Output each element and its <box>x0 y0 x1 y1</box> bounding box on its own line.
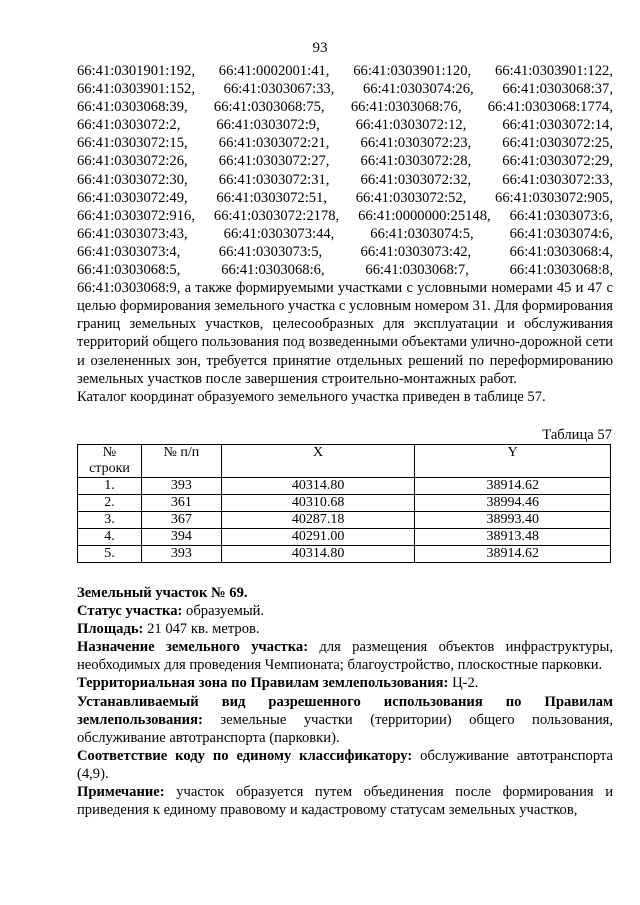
cadastral-number: 66:41:0303901:152, <box>77 81 195 98</box>
cadastral-number: 66:41:0303068:4, <box>509 243 613 260</box>
cadastral-number: 66:41:0303068:5, <box>77 262 181 279</box>
header-point-number: № п/п <box>141 445 221 478</box>
cell-row-number: 4. <box>78 529 142 546</box>
note-value: участок образуется путем объединения после формирования и приведения к единому правовому и кадастровому статусам земельных участков, <box>77 784 613 819</box>
zone-value: Ц-2. <box>452 675 479 692</box>
parcel-description <box>77 584 613 819</box>
status-value: образуемый. <box>186 603 265 620</box>
cadastral-number: 66:41:0303072:32, <box>360 171 472 188</box>
cell-point-number: 367 <box>141 512 221 529</box>
cadastral-number: 66:41:0303072:49, <box>77 189 188 206</box>
classifier-label: Соответствие коду по единому классификатору: <box>77 747 413 764</box>
cell-row-number: 3. <box>78 512 142 529</box>
table-row <box>78 478 611 495</box>
cadastral-number: 66:41:0000000:25148, <box>358 207 491 224</box>
parcel-title: Земельный участок № 69. <box>77 585 248 601</box>
table-body <box>78 478 611 563</box>
cell-y: 38993.40 <box>415 512 611 529</box>
cadastral-number: 66:41:0303072:2, <box>77 117 181 134</box>
table-row <box>78 495 611 512</box>
area-label: Площадь: <box>77 621 144 638</box>
cadastral-row <box>77 207 613 225</box>
cell-point-number: 394 <box>141 529 221 546</box>
cadastral-number: 66:41:0303072:12, <box>355 117 467 134</box>
cell-x: 40314.80 <box>221 546 415 563</box>
cadastral-number: 66:41:0301901:192, <box>77 63 195 79</box>
cell-y: 38914.62 <box>415 478 611 495</box>
cadastral-number-list <box>77 62 613 406</box>
cell-y: 38994.46 <box>415 495 611 512</box>
cadastral-number: 66:41:0303072:905, <box>495 189 613 206</box>
classifier-value: обслуживание автотранспорта (4,9). <box>77 747 613 782</box>
cadastral-row <box>77 243 613 261</box>
cadastral-number: 66:41:0303901:120, <box>353 63 472 79</box>
cadastral-number: 66:41:0303073:44, <box>223 225 335 242</box>
cadastral-row <box>77 261 613 279</box>
header-y: Y <box>415 445 611 478</box>
cadastral-number: 66:41:0303072:23, <box>360 135 472 152</box>
cadastral-number: 66:41:0303072:33, <box>502 171 613 188</box>
use-value: земельные участки (территории) общего пользования, обслуживание автотранспорта (парковки). <box>77 711 614 746</box>
table-header-row <box>78 445 611 478</box>
status-label: Статус участка: <box>77 603 183 620</box>
cell-y: 38914.62 <box>415 546 611 563</box>
cadastral-number: 66:41:0303072:52, <box>355 189 467 206</box>
cadastral-row <box>77 62 613 80</box>
header-row-number: № строки <box>78 445 142 478</box>
table-row <box>78 512 611 529</box>
cadastral-number: 66:41:0303072:51, <box>216 189 328 206</box>
cell-y: 38913.48 <box>415 529 611 546</box>
cell-point-number: 393 <box>141 478 221 495</box>
table-caption: Таблица 57 <box>542 427 612 443</box>
cadastral-number: 66:41:0303068:37, <box>502 81 613 98</box>
cadastral-number: 66:41:0303072:28, <box>360 153 472 170</box>
cadastral-number: 66:41:0303072:14, <box>502 117 613 134</box>
page-number: 93 <box>312 40 328 56</box>
cell-x: 40310.68 <box>221 495 415 512</box>
purpose-value: для размещения объектов инфраструктуры, необходимых для проведения Чемпионата; благоустройство, плоскостные парковки. <box>77 639 613 674</box>
note-label: Примечание: <box>77 784 165 801</box>
cadastral-number: 66:41:0303068:75, <box>213 99 325 116</box>
cadastral-number: 66:41:0303072:26, <box>77 153 188 170</box>
cell-row-number: 5. <box>78 546 142 563</box>
cadastral-number: 66:41:0303072:29, <box>502 153 613 170</box>
cadastral-number: 66:41:0002001:41, <box>218 63 330 79</box>
cadastral-number: 66:41:0303073:42, <box>360 243 472 260</box>
cadastral-number: 66:41:0303068:7, <box>365 262 469 279</box>
cadastral-number: 66:41:0303073:43, <box>77 225 188 242</box>
cadastral-number: 66:41:0303067:33, <box>223 81 335 98</box>
cadastral-number: 66:41:0303068:8, <box>509 262 613 279</box>
purpose-label: Назначение земельного участка: <box>77 639 309 656</box>
cadastral-row <box>77 189 613 207</box>
cadastral-row <box>77 80 613 98</box>
cadastral-number: 66:41:0303072:2178, <box>213 207 340 224</box>
cadastral-number: 66:41:0303073:5, <box>218 243 323 260</box>
cadastral-number: 66:41:0303074:5, <box>370 225 474 242</box>
cadastral-number: 66:41:0303072:916, <box>77 207 195 224</box>
cadastral-number: 66:41:0303901:122, <box>495 63 613 79</box>
cadastral-number: 66:41:0303072:15, <box>77 135 188 152</box>
cadastral-number: 66:41:0303072:21, <box>218 135 330 152</box>
cadastral-number: 66:41:0303072:25, <box>502 135 613 152</box>
cell-row-number: 1. <box>78 478 142 495</box>
cell-x: 40314.80 <box>221 478 415 495</box>
zone-label: Территориальная зона по Правилам землепользования: <box>77 675 449 692</box>
cadastral-number: 66:41:0303068:39, <box>77 99 188 116</box>
cadastral-number: 66:41:0303074:6, <box>509 225 613 242</box>
cadastral-row <box>77 134 613 152</box>
cadastral-row <box>77 171 613 189</box>
cadastral-number: 66:41:0303073:6, <box>509 207 613 224</box>
area-value: 21 047 кв. метров. <box>147 621 260 638</box>
coordinates-table <box>77 444 611 563</box>
cell-x: 40287.18 <box>221 512 415 529</box>
cell-row-number: 2. <box>78 495 142 512</box>
cadastral-number: 66:41:0303068:76, <box>350 99 462 116</box>
cadastral-row <box>77 116 613 134</box>
table-row <box>78 546 611 563</box>
cadastral-number: 66:41:0303068:6, <box>221 262 325 279</box>
cadastral-number: 66:41:0303072:9, <box>216 117 320 134</box>
cell-point-number: 361 <box>141 495 221 512</box>
paragraph-cadastral-continuation: 66:41:0303068:9, а также формируемыми участками с условными номерами 45 и 47 с целью формирования земельного участка с условным номером 31. Для формирования границ земельных участков, целесообразных для эксплуатации и обслуживания территорий общего пользования под возведенными объектами улично-дорожной сети и озелененных зон, требуется принятие отдельных решений по переформированию земельных участков после завершения строительно-монтажных работ. <box>77 280 614 387</box>
cadastral-rows <box>77 62 613 279</box>
paragraph-catalog-reference: Каталог координат образуемого земельного участка приведен в таблице 57. <box>77 388 546 405</box>
cadastral-row <box>77 98 613 116</box>
use-label: Устанавливаемый вид разрешенного использования по Правилам землепользования: <box>77 693 613 728</box>
cadastral-number: 66:41:0303074:26, <box>362 81 474 98</box>
cadastral-row <box>77 225 613 243</box>
table-row <box>78 529 611 546</box>
cadastral-number: 66:41:0303072:31, <box>218 171 330 188</box>
cadastral-number: 66:41:0303072:27, <box>218 153 330 170</box>
header-x: X <box>221 445 415 478</box>
cell-x: 40291.00 <box>221 529 415 546</box>
cadastral-number: 66:41:0303072:30, <box>77 171 188 188</box>
cadastral-number: 66:41:0303068:1774, <box>487 99 613 116</box>
cadastral-number: 66:41:0303073:4, <box>77 243 181 260</box>
cadastral-row <box>77 152 613 170</box>
cell-point-number: 393 <box>141 546 221 563</box>
